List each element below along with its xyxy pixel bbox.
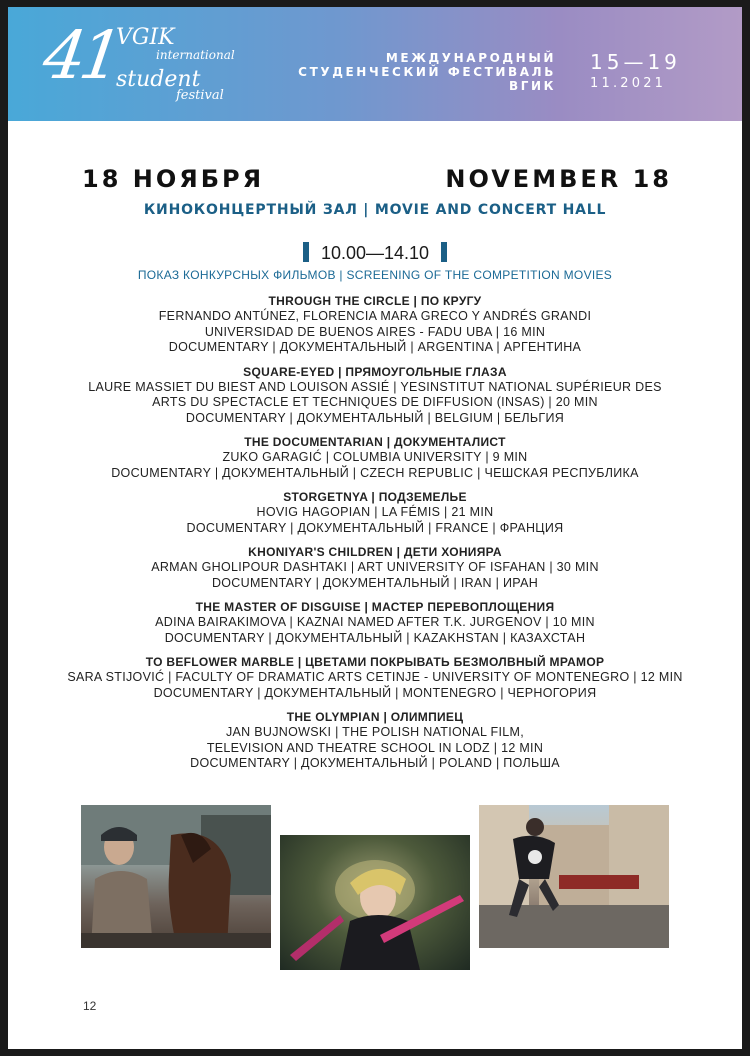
logo-word: international xyxy=(156,48,235,62)
festival-name xyxy=(298,51,556,93)
date-ru: 18 НОЯБРЯ xyxy=(82,165,265,193)
film-title: THE MASTER OF DISGUISE | МАСТЕР ПЕРЕВОПЛОЩЕНИЯ xyxy=(195,600,555,614)
film-title: TO BEFLOWER MARBLE | ЦВЕТАМИ ПОКРЫВАТЬ БЕЗМОЛВНЫЙ МРАМОР xyxy=(145,655,605,669)
film-detail: ARMAN GHOLIPOUR DASHTAKI | ART UNIVERSITY OF ISFAHAN | 30 MIN xyxy=(151,560,599,574)
film-detail: ZUKO GARAGIĆ | COLUMBIA UNIVERSITY | 9 MIN xyxy=(222,450,528,464)
film-title: SQUARE-EYED | ПРЯМОУГОЛЬНЫЕ ГЛАЗА xyxy=(243,364,507,379)
film-title: THE OLYMPIAN | ОЛИМПИЕЦ xyxy=(286,710,464,724)
film-detail: DOCUMENTARY | ДОКУМЕНТАЛЬНЫЙ | MONTENEGRO | ЧЕРНОГОРИЯ xyxy=(153,685,597,700)
film-detail: ADINA BAIRAKIMOVA | KAZNAI NAMED AFTER T.K. JURGENOV | 10 MIN xyxy=(155,615,595,629)
film-title: THE DOCUMENTARIAN | ДОКУМЕНТАЛИСТ xyxy=(244,435,506,449)
program-page xyxy=(8,7,742,1049)
film-detail: ARTS DU SPECTACLE ET TECHNIQUES DE DIFFUSION (INSAS) | 20 MIN xyxy=(152,395,598,409)
logo-number: 41 xyxy=(38,17,122,94)
film-entry xyxy=(8,599,742,646)
film-entry xyxy=(8,544,742,591)
time-slot xyxy=(8,242,742,264)
film-list xyxy=(8,293,742,780)
film-detail: DOCUMENTARY | ДОКУМЕНТАЛЬНЫЙ | CZECH REPUBLIC | ЧЕШСКАЯ РЕСПУБЛИКА xyxy=(111,465,639,480)
film-detail: TELEVISION AND THEATRE SCHOOL IN LODZ | 12 MIN xyxy=(206,740,544,755)
page-number: 12 xyxy=(83,999,97,1013)
time-bar-left xyxy=(303,242,309,262)
festival-days: 15—19 xyxy=(590,50,681,74)
film-entry xyxy=(8,364,742,427)
time-range: 10.00—14.10 xyxy=(320,243,430,263)
film-detail: LAURE MASSIET DU BIEST AND LOUISON ASSIÉ | YESINSTITUT NATIONAL SUPÉRIEUR DES xyxy=(88,379,662,394)
film-detail: DOCUMENTARY | ДОКУМЕНТАЛЬНЫЙ | FRANCE | ФРАНЦИЯ xyxy=(186,520,564,535)
film-detail: JAN BUJNOWSKI | THE POLISH NATIONAL FILM, xyxy=(226,725,524,739)
festival-name-line: ВГИК xyxy=(508,79,556,93)
film-detail: UNIVERSIDAD DE BUENOS AIRES - FADU UBA | 16 MIN xyxy=(204,324,546,339)
festival-name-line: СТУДЕНЧЕСКИЙ ФЕСТИВАЛЬ xyxy=(298,65,556,79)
film-entry xyxy=(8,654,742,701)
film-still-costume xyxy=(280,835,470,970)
logo-word: festival xyxy=(176,88,224,103)
film-detail: DOCUMENTARY | ДОКУМЕНТАЛЬНЫЙ | KAZAKHSTAN | КАЗАХСТАН xyxy=(164,630,586,645)
logo-word: VGIK xyxy=(116,25,175,50)
festival-banner xyxy=(8,7,742,121)
festival-name-line: МЕЖДУНАРОДНЫЙ xyxy=(385,51,556,65)
film-entry xyxy=(8,489,742,536)
film-detail: DOCUMENTARY | ДОКУМЕНТАЛЬНЫЙ | IRAN | ИРАН xyxy=(211,575,539,590)
film-entry xyxy=(8,293,742,356)
film-title: THROUGH THE CIRCLE | ПО КРУГУ xyxy=(268,294,482,308)
film-detail: SARA STIJOVIĆ | FACULTY OF DRAMATIC ARTS CETINJE - UNIVERSITY OF MONTENEGRO | 12 MIN xyxy=(67,670,683,684)
film-detail: DOCUMENTARY | ДОКУМЕНТАЛЬНЫЙ | BELGIUM | БЕЛЬГИЯ xyxy=(185,410,565,425)
festival-dates xyxy=(590,50,681,94)
film-detail: DOCUMENTARY | ДОКУМЕНТАЛЬНЫЙ | POLAND | ПОЛЬША xyxy=(190,756,560,770)
film-detail: FERNANDO ANTÚNEZ, FLORENCIA MARA GRECO Y ANDRÉS GRANDI xyxy=(158,309,592,323)
film-title: STORGETNYA | ПОДЗЕМЕЛЬЕ xyxy=(283,490,467,504)
date-heading xyxy=(82,165,672,195)
film-entry xyxy=(8,434,742,481)
film-still-street xyxy=(479,805,669,948)
festival-month-year: 11.2021 xyxy=(590,76,667,91)
logo-word: student xyxy=(116,67,201,92)
venue-title: КИНОКОНЦЕРТНЫЙ ЗАЛ | MOVIE AND CONCERT HALL xyxy=(143,202,607,218)
film-detail: HOVIG HAGOPIAN | LA FÉMIS | 21 MIN xyxy=(256,505,494,519)
film-detail: DOCUMENTARY | ДОКУМЕНТАЛЬНЫЙ | ARGENTINA | АРГЕНТИНА xyxy=(168,340,582,354)
film-still-horse xyxy=(81,805,271,948)
film-title: KHONIYAR'S CHILDREN | ДЕТИ ХОНИЯРА xyxy=(248,545,502,559)
screening-label: ПОКАЗ КОНКУРСНЫХ ФИЛЬМОВ | SCREENING OF THE COMPETITION MOVIES xyxy=(137,268,613,282)
date-en: NOVEMBER 18 xyxy=(445,165,672,193)
time-bar-right xyxy=(441,242,447,262)
film-entry xyxy=(8,709,742,772)
